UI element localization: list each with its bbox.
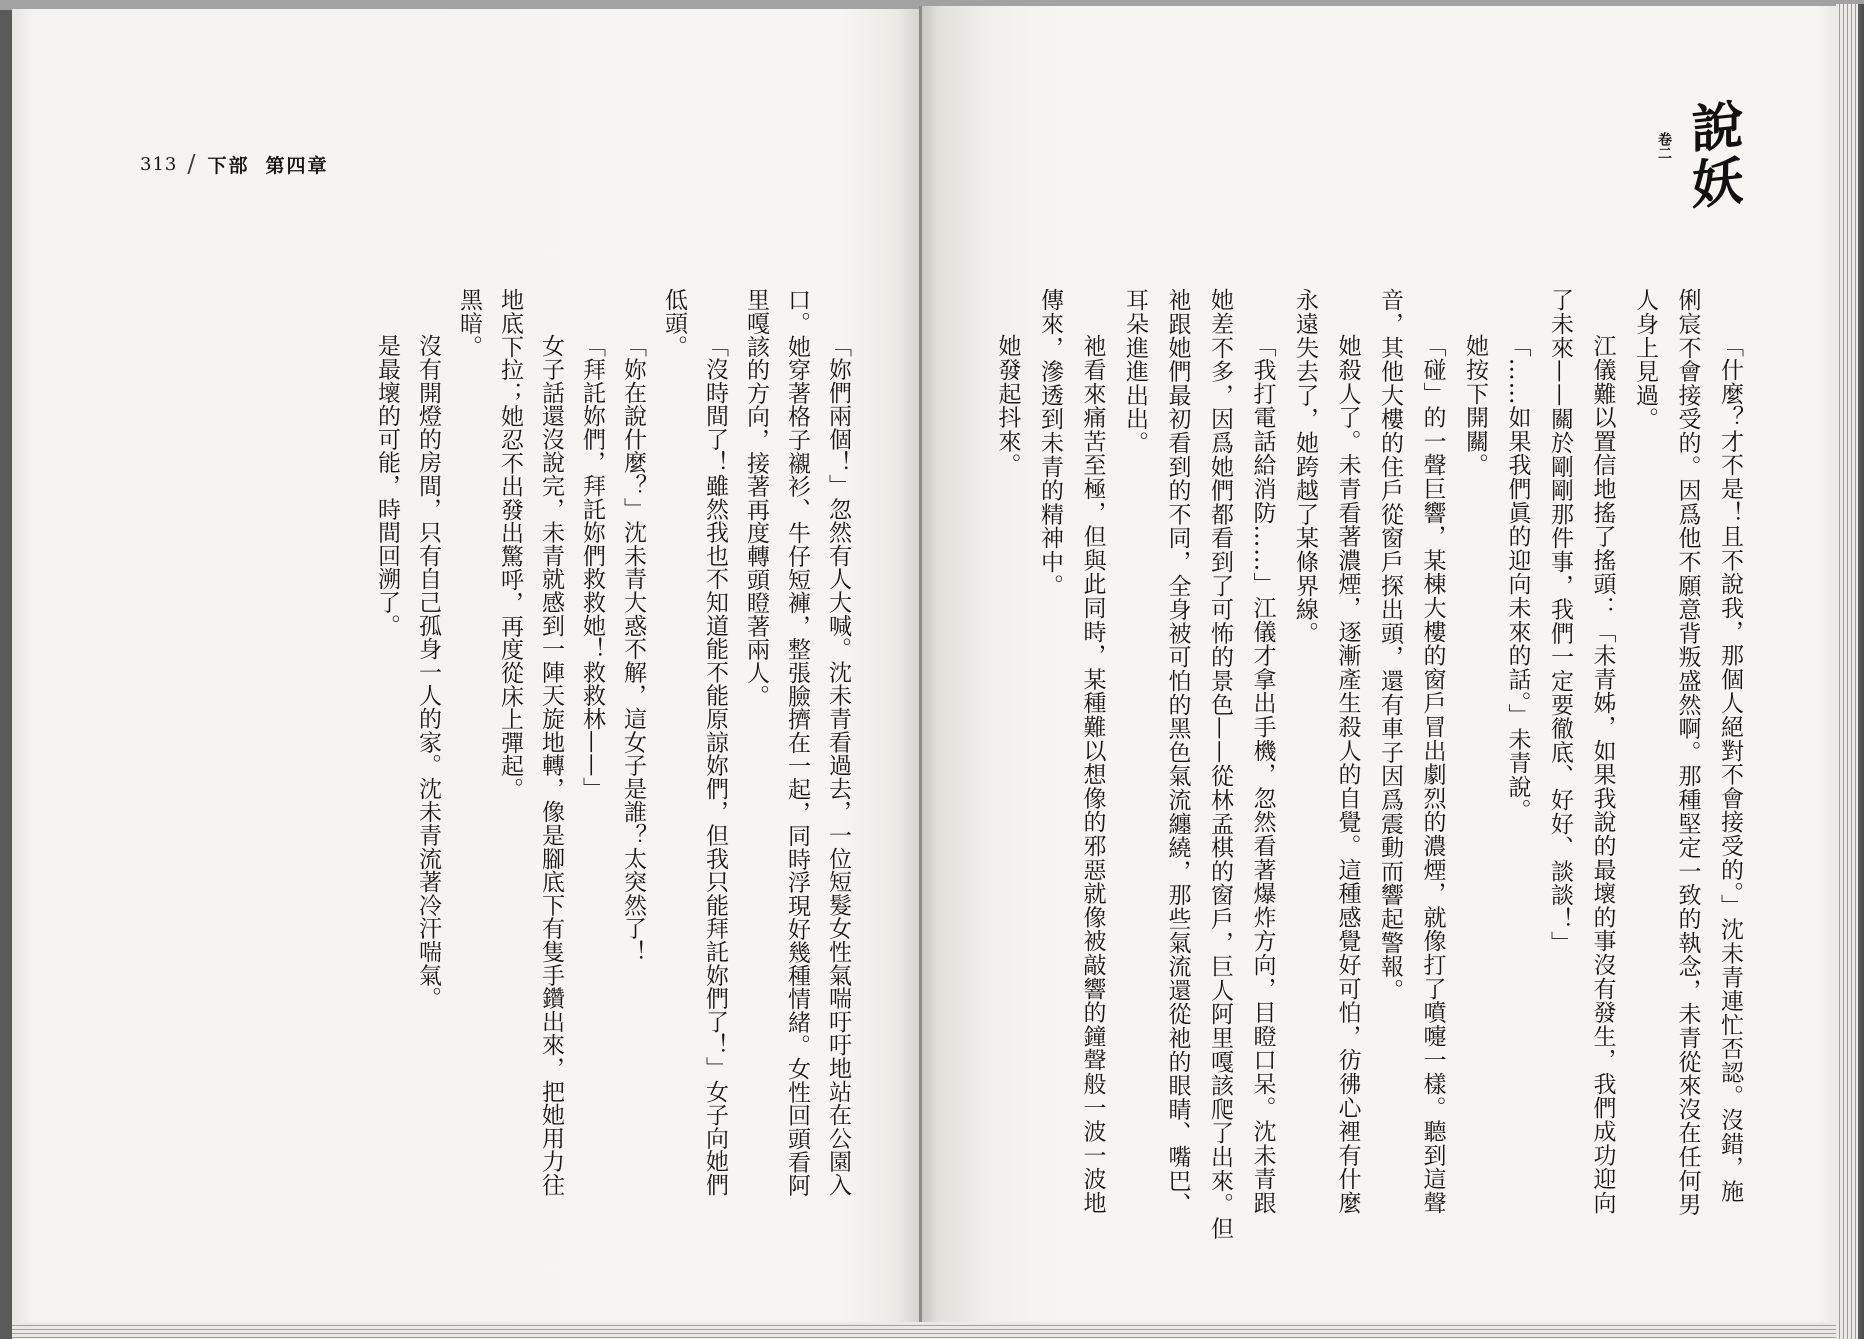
text-column: 沒有開燈的房間，只有自己孤身一人的家。沈未青流著冷汗喘氣。 [415, 334, 441, 1010]
text-column: 人身上見過。 [1632, 288, 1658, 431]
text-column: 祂跟她們最初看到的不同，全身被可怕的黑色氣流纏繞，那些氣流還從祂的眼睛、嘴巴、 [1164, 288, 1191, 1217]
running-head-part: 下部 [207, 154, 250, 177]
text-column: 耳朵進進出出。 [1122, 288, 1148, 455]
text-column: 傳來，滲透到未青的精神中。 [1037, 288, 1063, 598]
text-column: 女子話還沒說完，未青就感到一陣天旋地轉，像是腳底下有隻手鑽出來，把她用力往 [538, 334, 564, 1197]
text-column: 俐宸不會接受的。因爲他不願意背叛盛然啊。那種堅定一致的執念，未青從來沒在任何男 [1674, 288, 1701, 1217]
text-column: 「我打電話給消防……」江儀才拿出手機，忽然看著爆炸方向，目瞪口呆。沈未青跟 [1249, 334, 1276, 1215]
text-column: 音，其他大樓的住戶從窗戶探出頭，還有車子因爲震動而響起警報。 [1377, 288, 1403, 1002]
text-column: 了未來——關於剛剛那件事，我們一定要徹底、好好、談談！」 [1547, 288, 1573, 955]
text-column: 黑暗。 [456, 288, 482, 358]
running-head-separator: / [187, 150, 196, 178]
right-page-body-text [986, 288, 1751, 1248]
text-column: 祂看來痛苦至極，但與此同時，某種難以想像的邪惡就像被敲響的鐘聲般一波一波地 [1079, 334, 1106, 1215]
text-column: 是最壞的可能，時間回溯了。 [374, 334, 400, 637]
text-column: 口。她穿著格子襯衫、牛仔短褲，整張臉擠在一起，同時浮現好幾種情緒。女性回頭看阿 [784, 288, 810, 1197]
book-title-emblem: 說妖 [1682, 96, 1743, 216]
text-column: 「妳們兩個！」忽然有人大喊。沈未青看過去，一位短髮女性氣喘吁吁地站在公園入 [825, 334, 851, 1197]
running-head-chapter: 第四章 [265, 154, 329, 177]
text-column: 江儀難以置信地搖了搖頭：「未青姊，如果我說的最壞的事沒有發生，我們成功迎向 [1589, 334, 1616, 1215]
text-column: 「碰」的一聲巨響，某棟大樓的窗戶冒出劇烈的濃煙，就像打了噴嚏一樣。聽到這聲 [1419, 334, 1446, 1215]
left-page-body-text [366, 288, 858, 1248]
text-column: 地底下拉；她忍不出發出驚呼，再度從床上彈起。 [497, 288, 523, 801]
text-column: 她殺人了。未青看著濃煙，逐漸產生殺人的自覺。這種感覺好可怕，彷彿心裡有什麼 [1334, 334, 1361, 1215]
text-column: 低頭。 [661, 288, 687, 358]
text-column: 永遠失去了，她跨越了某條界線。 [1292, 288, 1318, 645]
page-number: 313 [140, 153, 178, 175]
text-column: 「沒時間了！雖然我也不知道能不能原諒妳們，但我只能拜託妳們了！」女子向她們 [702, 334, 728, 1197]
page-edges-right [1836, 4, 1864, 1339]
page-edges-bottom [12, 1322, 1836, 1339]
text-column: 她按下開關。 [1462, 334, 1488, 477]
text-column: 她差不多，因爲她們都看到了可怖的景色——從林孟棋的窗戶，巨人阿里嘎該爬了出來。但 [1207, 288, 1233, 1240]
text-column: 里嘎該的方向，接著再度轉頭瞪著兩人。 [743, 288, 769, 708]
text-column: 「拜託妳們，拜託妳們救救她！救救林——」 [579, 334, 605, 800]
text-column: 「妳在說什麼？」沈未青大惑不解，這女子是誰？太突然了！ [620, 334, 646, 964]
text-column: 她發起抖來。 [994, 334, 1021, 477]
text-column: 「什麼？才不是！且不說我，那個人絕對不會接受的。」沈未青連忙否認。沒錯，施 [1717, 334, 1743, 1204]
text-column: 「……如果我們眞的迎向未來的話。」未青說。 [1504, 334, 1531, 823]
book-spine [919, 6, 922, 1324]
running-head [140, 150, 328, 178]
volume-mark: 卷二 [1656, 132, 1672, 160]
